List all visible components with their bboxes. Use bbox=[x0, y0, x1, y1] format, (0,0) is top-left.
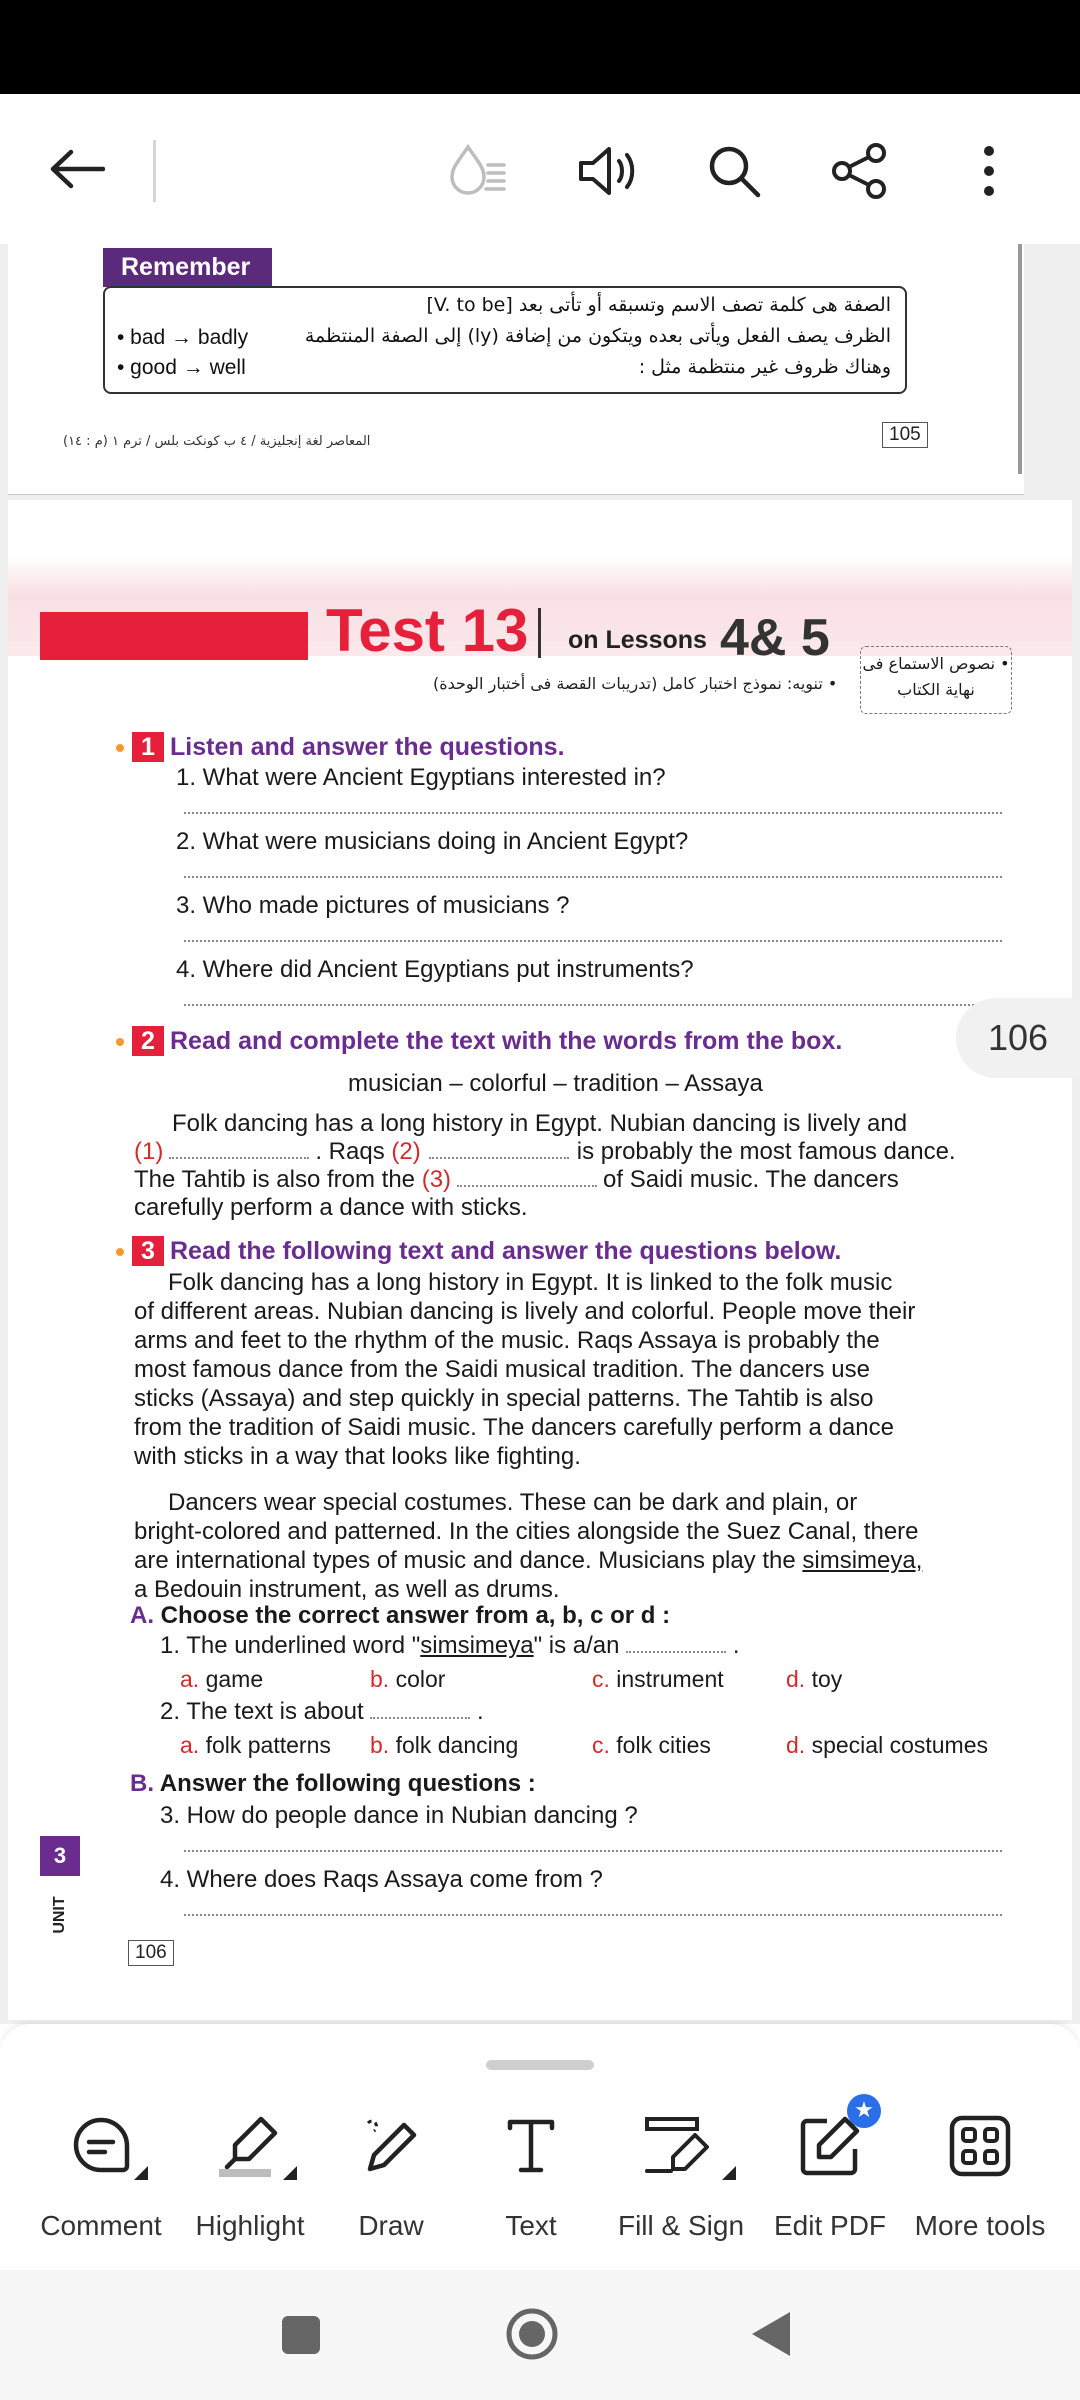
question-1-heading bbox=[116, 732, 565, 762]
blank-line[interactable] bbox=[457, 1185, 597, 1187]
arrow-left-icon[interactable] bbox=[40, 132, 114, 206]
q1-item: 2. What were musicians doing in Ancient Egypt? bbox=[176, 828, 689, 855]
paragraph-line: arms and feet to the rhythm of the music. Raqs Assaya is probably the bbox=[134, 1327, 880, 1354]
drag-handle[interactable] bbox=[486, 2060, 594, 2070]
status-bar bbox=[0, 0, 1080, 94]
search-icon[interactable] bbox=[697, 134, 771, 208]
question-a2: 2. The text is about . bbox=[160, 1698, 484, 1725]
option-c[interactable]: c. instrument bbox=[592, 1666, 724, 1692]
toolbar-separator bbox=[153, 140, 156, 202]
q1-item: 1. What were Ancient Egyptians interested in? bbox=[176, 764, 666, 791]
tool-draw[interactable] bbox=[316, 2106, 466, 2242]
tool-fill-sign[interactable] bbox=[606, 2106, 756, 2242]
paragraph-line: with sticks in a way that looks like fighting. bbox=[134, 1443, 581, 1470]
q1-item: 3. Who made pictures of musicians ? bbox=[176, 892, 570, 919]
question-title: Listen and answer the questions. bbox=[170, 733, 565, 761]
answer-line bbox=[184, 1850, 1002, 1852]
paragraph-line: are international types of music and dance. Musicians play the simsimeya, bbox=[134, 1547, 923, 1574]
remember-item: • bad → badly bbox=[117, 326, 249, 349]
blank-line[interactable] bbox=[626, 1651, 726, 1653]
note-box: • نصوص الاستماع فى نهاية الكتاب bbox=[860, 646, 1012, 714]
highlight-icon bbox=[175, 2106, 325, 2186]
section-a-heading: A. Choose the correct answer from a, b, c or d : bbox=[130, 1602, 671, 1629]
test-title-divider bbox=[538, 608, 541, 658]
q3-paragraph-2 bbox=[134, 1488, 994, 1604]
q1-item: 4. Where did Ancient Egyptians put instruments? bbox=[176, 956, 694, 983]
note-line: • تنويه: نموذج اختبار كامل (تدريبات القصة فى أختبار الوحدة) bbox=[433, 674, 838, 693]
blank-line[interactable] bbox=[169, 1157, 309, 1159]
question-title: Read the following text and answer the questions below. bbox=[170, 1237, 842, 1265]
page-edge bbox=[1018, 244, 1022, 474]
paragraph-line: sticks (Assaya) and step quickly in special patterns. The Tahtib is also bbox=[134, 1385, 874, 1412]
premium-star-icon: ★ bbox=[847, 2094, 881, 2128]
tool-label: Text bbox=[505, 2210, 557, 2241]
blank-number: (1) bbox=[134, 1138, 164, 1165]
remember-item: • good → well bbox=[117, 356, 246, 379]
unit-number: 3 bbox=[40, 1836, 80, 1876]
edit-pdf-icon bbox=[755, 2098, 905, 2186]
tool-label: Comment bbox=[40, 2210, 162, 2241]
paragraph-line: bright-colored and patterned. In the cities alongside the Suez Canal, there bbox=[134, 1518, 919, 1545]
bottom-tools-panel bbox=[0, 2024, 1080, 2270]
comment-icon bbox=[26, 2106, 176, 2186]
paragraph-line: Dancers wear special costumes. These can be dark and plain, or bbox=[168, 1489, 858, 1516]
option-d[interactable]: d. toy bbox=[786, 1666, 843, 1692]
page-number: 105 bbox=[882, 422, 928, 448]
question-2-heading bbox=[116, 1026, 842, 1056]
share-icon[interactable] bbox=[823, 134, 897, 208]
page-number-badge: 106 bbox=[956, 998, 1080, 1078]
tool-highlight[interactable] bbox=[175, 2106, 325, 2242]
paragraph-line: of different areas. Nubian dancing is lively and colorful. People move their bbox=[134, 1298, 916, 1325]
option-d[interactable]: d. special costumes bbox=[786, 1732, 988, 1758]
tool-label: Edit PDF bbox=[773, 2210, 887, 2241]
test-red-bar bbox=[40, 612, 308, 660]
tool-text[interactable] bbox=[456, 2106, 606, 2242]
blank-line[interactable] bbox=[370, 1717, 470, 1719]
draw-icon bbox=[316, 2106, 466, 2186]
pdf-page-106 bbox=[8, 500, 1072, 2020]
tool-label: More tools bbox=[914, 2210, 1046, 2241]
test-lessons: 4& 5 bbox=[720, 609, 830, 667]
option-a[interactable]: a. folk patterns bbox=[180, 1732, 331, 1758]
more-vert-icon[interactable] bbox=[952, 134, 1026, 208]
tool-edit-pdf[interactable] bbox=[755, 2098, 905, 2242]
test-title: Test 13 bbox=[326, 597, 529, 664]
paragraph-line: a Bedouin instrument, as well as drums. bbox=[134, 1576, 560, 1603]
speaker-icon[interactable] bbox=[570, 134, 644, 208]
bullet-icon bbox=[116, 1038, 124, 1046]
option-b[interactable]: b. color bbox=[370, 1666, 446, 1692]
top-toolbar bbox=[0, 94, 1080, 244]
paragraph-line: Folk dancing has a long history in Egypt. It is linked to the folk music bbox=[168, 1269, 893, 1296]
test-subtitle: on Lessons bbox=[568, 626, 707, 654]
remember-box bbox=[103, 286, 907, 394]
system-nav-bar bbox=[0, 2270, 1080, 2400]
tool-label: Draw bbox=[358, 2210, 424, 2241]
answer-line bbox=[184, 812, 1002, 814]
question-b4: 4. Where does Raqs Assaya come from ? bbox=[160, 1866, 603, 1893]
question-3-heading bbox=[116, 1236, 841, 1266]
pdf-page-105 bbox=[8, 244, 1024, 495]
tool-label: Highlight bbox=[195, 2210, 305, 2241]
text-icon bbox=[456, 2106, 606, 2186]
home-icon[interactable] bbox=[506, 2308, 558, 2360]
q3-paragraph-1 bbox=[134, 1268, 994, 1471]
q2-text-line: carefully perform a dance with sticks. bbox=[134, 1194, 528, 1221]
tool-more[interactable] bbox=[904, 2106, 1056, 2242]
bullet-icon bbox=[116, 744, 124, 752]
arabic-line: الظرف يصف الفعل ويأتى بعده ويتكون من إضافة (ly) إلى الصفة المنتظمة bbox=[304, 325, 891, 347]
recent-apps-icon[interactable] bbox=[282, 2316, 320, 2354]
more-tools-icon bbox=[904, 2106, 1056, 2186]
arabic-line: الصفة هى كلمة تصف الاسم وتسبقه أو تأتى بعد [V. to be] bbox=[426, 294, 891, 316]
remember-title: Remember bbox=[103, 248, 272, 287]
q2-text-line: (1) . Raqs (2) is probably the most famous dance. bbox=[134, 1138, 956, 1165]
arabic-line: وهناك ظروف غير منتظمة مثل : bbox=[638, 356, 891, 378]
answer-line bbox=[184, 1004, 1002, 1006]
pdf-viewer[interactable] bbox=[0, 244, 1080, 2024]
read-aloud-icon[interactable] bbox=[440, 134, 514, 208]
fill-sign-icon bbox=[606, 2106, 756, 2186]
unit-tab bbox=[40, 1836, 80, 1956]
underlined-word: simsimeya, bbox=[802, 1547, 923, 1574]
tool-label: Fill & Sign bbox=[617, 2210, 745, 2241]
option-b[interactable]: b. folk dancing bbox=[370, 1732, 519, 1758]
blank-number: (3) bbox=[421, 1166, 452, 1193]
paragraph-line: most famous dance from the Saidi musical tradition. The dancers use bbox=[134, 1356, 870, 1383]
q2-text-line: Folk dancing has a long history in Egypt. Nubian dancing is lively and bbox=[172, 1110, 908, 1137]
blank-number: (2) bbox=[391, 1138, 421, 1165]
tool-comment[interactable] bbox=[26, 2106, 176, 2242]
question-number: 2 bbox=[132, 1026, 164, 1056]
option-a[interactable]: a. game bbox=[180, 1666, 264, 1692]
page-footer-text: المعاصر لغة إنجليزية / ٤ ب كونكت بلس / ترم ١ (م : ١٤) bbox=[63, 434, 371, 449]
question-b3: 3. How do people dance in Nubian dancing ? bbox=[160, 1802, 638, 1829]
paragraph-line: from the tradition of Saidi music. The dancers carefully perform a dance bbox=[134, 1414, 894, 1441]
answer-line bbox=[184, 940, 1002, 942]
answer-line bbox=[184, 1914, 1002, 1916]
option-c[interactable]: c. folk cities bbox=[592, 1732, 711, 1758]
q2-text-line: The Tahtib is also from the (3) of Saidi music. The dancers bbox=[134, 1166, 899, 1193]
bullet-icon bbox=[116, 1248, 124, 1256]
question-title: Read and complete the text with the words from the box. bbox=[170, 1027, 843, 1055]
unit-label: UNIT bbox=[51, 1896, 68, 1934]
back-icon[interactable] bbox=[750, 2310, 792, 2358]
word-box: musician – colorful – tradition – Assaya bbox=[348, 1070, 763, 1097]
question-number: 3 bbox=[132, 1236, 164, 1266]
question-number: 1 bbox=[132, 732, 164, 762]
page-number: 106 bbox=[128, 1940, 174, 1966]
answer-line bbox=[184, 876, 1002, 878]
section-b-heading: B. Answer the following questions : bbox=[130, 1770, 536, 1797]
question-a1: 1. The underlined word "simsimeya" is a/an . bbox=[160, 1632, 740, 1659]
blank-line[interactable] bbox=[429, 1157, 569, 1159]
